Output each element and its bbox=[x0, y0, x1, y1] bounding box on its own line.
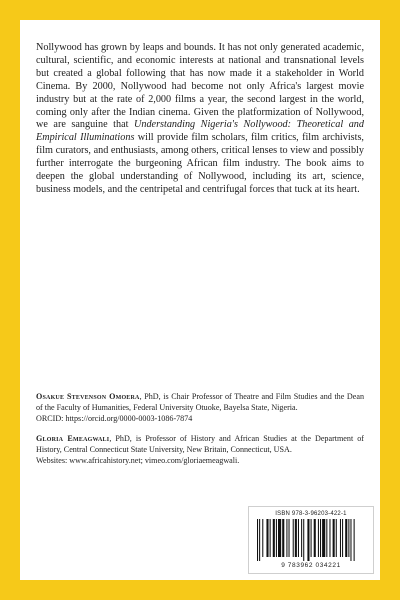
author-bios bbox=[36, 392, 364, 475]
author-websites: Websites: www.africahistory.net; vimeo.com/gloriaemeagwali. bbox=[36, 455, 240, 465]
barcode-bar bbox=[333, 519, 335, 557]
barcode-bar bbox=[326, 519, 327, 557]
back-cover-panel bbox=[20, 20, 380, 580]
barcode-bar bbox=[342, 519, 343, 557]
barcode-bar bbox=[295, 519, 297, 557]
barcode-bar bbox=[257, 519, 258, 561]
barcode-bar bbox=[273, 519, 275, 557]
barcode-bar bbox=[314, 519, 316, 557]
author-bio-text: , PhD, is Chair Professor of Theatre and Film Studies and the Dean of the Faculty of Humanities, Federal University Otuoke, Bayelsa State, Nigeria. bbox=[36, 392, 365, 412]
barcode-bar bbox=[293, 519, 294, 557]
book-title-italic: Understanding Nigeria's Nollywood: Theoretical and Empirical Illuminations bbox=[36, 119, 364, 144]
barcode-bar bbox=[259, 519, 260, 561]
barcode-bar bbox=[322, 519, 325, 557]
author-bio-text: , PhD, is Professor of History and African Studies at the Department of History, Central Connecticut State University, New Britain, Connecticut, USA. bbox=[36, 433, 364, 454]
barcode-bar bbox=[307, 519, 309, 561]
author-bio-emeagwali bbox=[36, 434, 364, 467]
barcode-bar bbox=[286, 519, 287, 557]
barcode-bar bbox=[270, 519, 271, 557]
barcode-bar bbox=[278, 519, 281, 557]
barcode-bar bbox=[282, 519, 284, 557]
barcode-bar bbox=[340, 519, 341, 557]
barcode-bar bbox=[266, 519, 268, 557]
isbn-label: ISBN 978-3-96203-422-1 bbox=[275, 511, 347, 517]
barcode-bar bbox=[345, 519, 347, 557]
author-name: Osakue Stevenson Omoera bbox=[36, 392, 140, 401]
barcode-bar bbox=[303, 519, 304, 561]
isbn-barcode-block bbox=[248, 506, 374, 574]
barcode-digits: 9 783962 034221 bbox=[281, 562, 341, 569]
barcode-bar bbox=[348, 519, 349, 557]
barcode-bar bbox=[350, 519, 351, 561]
barcode-bar bbox=[289, 519, 290, 557]
barcode-bar bbox=[311, 519, 312, 557]
barcode-image bbox=[255, 519, 367, 561]
barcode-bar bbox=[336, 519, 337, 557]
book-description bbox=[36, 42, 364, 197]
author-bio-omoera bbox=[36, 392, 364, 425]
description-text-part-2: will provide film scholars, film critics, film archivists, film curators, and enthusiasts, among others, critical lenses to view and possibly further interrogate the burgeoning African film industry. The book aims to deepen the global understanding of Nollywood, including its art, science, business models, and the centripetal and centrifugal forces that tuck at its heart. bbox=[36, 132, 364, 195]
barcode-bar bbox=[329, 519, 330, 557]
barcode-bar bbox=[298, 519, 299, 557]
barcode-bar bbox=[276, 519, 277, 557]
barcode-bar bbox=[354, 519, 355, 561]
description-text-part-1: Nollywood has grown by leaps and bounds. It has not only generated academic, cultural, scientific, and economic interests at national and transnational levels but created a global following that has now made it a stakeholder in World Cinema. By 2000, Nollywood had become not only Africa's largest movie industry but at the rate of 2,000 films a year, the second largest in the world, coming only after the Indian cinema. Given the platformization of Nollywood, we are sanguine that bbox=[36, 42, 364, 131]
barcode-bar bbox=[301, 519, 302, 557]
barcode-bar bbox=[320, 519, 321, 557]
author-orcid: ORCID: https://orcid.org/0000-0003-1086-7874 bbox=[36, 413, 193, 423]
author-name: Gloria Emeagwali bbox=[36, 433, 110, 443]
barcode-bar bbox=[262, 519, 263, 557]
barcode-bar bbox=[318, 519, 319, 557]
